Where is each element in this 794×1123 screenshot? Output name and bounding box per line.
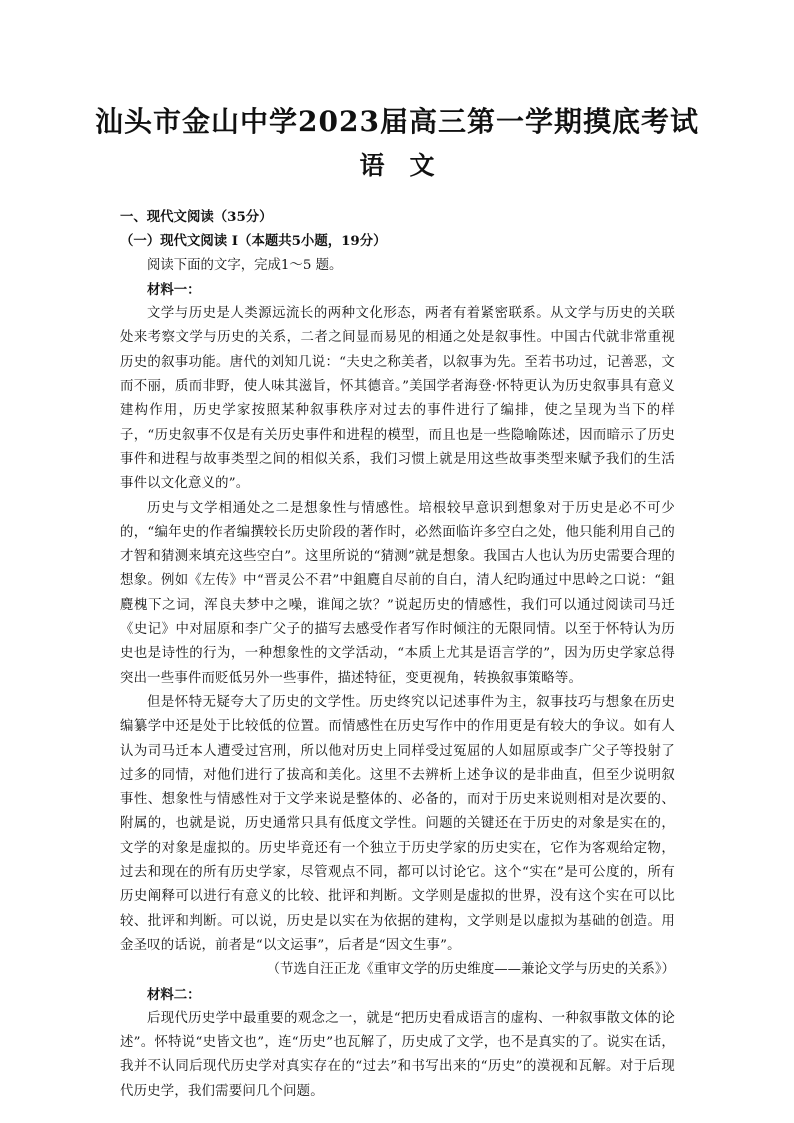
material-one-paragraph: 历史与文学相通处之二是想象性与情感性。培根较早意识到想象对于历史是必不可少的，“编年史的作者编撰较长历史阶段的著作时，必然面临许多空白之处，他只能利用自己的才智和猜测来填充这些空白”。这里所说的“猜测”就是想象。我国古人也认为历史需要合理的想象。例如《左传》中“晋灵公不君”中鉏麑自尽前的自白，清人纪昀通过中思岭之口说：“鉏麑槐下之词，浑良夫梦中之噪，谁闻之欤？”说起历史的情感性，我们可以通过阅读司马迁《史记》中对屈原和李广父子的描写去感受作者写作时倾注的无限同情。以至于怀特认为历史也是诗性的行为，一种想象性的文学活动，“本质上尤其是语言学的”，因为历史学家总得突出一些事件而贬低另外一些事件，描述特征，变更视角，转换叙事策略等。 xyxy=(120,500,675,686)
subsection-heading: （一）现代文阅读 I（本题共5小题，19分） xyxy=(120,233,387,250)
instruction-text: 阅读下面的文字，完成1～5 题。 xyxy=(147,257,343,273)
exam-title: 汕头市金山中学2023届高三第一学期摸底考试 xyxy=(95,105,699,138)
material-one-paragraph: 但是怀特无疑夸大了历史的文学性。历史终究以记述事件为主，叙事技巧与想象在历史编纂学中还是处于比较低的位置。而情感性在历史写作中的作用更是有较大的争议。如有人认为司马迁本人遭受过宫刑，所以他对历史上同样受过冤屈的人如屈原或李广父子等投射了过多的同情，对他们进行了拔高和美化。这里不去辨析上述争议的是非曲直，但至少说明叙事性、想象性与情感性对于文学来说是整体的、必备的，而对于历史来说则相对是次要的、附属的，也就是说，历史通常只具有低度文学性。问题的关键还在于历史的对象是实在的，文学的对象是虚拟的。历史毕竟还有一个独立于历史学家的历史实在，它作为客观给定物，过去和现在的所有历史学家，尽管观点不同，都可以讨论它。这个“实在”是可公度的，所有历史阐释可以进行有意义的比较、批评和判断。文学则是虚拟的世界，没有这个实在可以比较、批评和判断。可以说，历史是以实在为依据的建构，文学则是以虚拟为基础的创造。用金圣叹的话说，前者是“以文运事”，后者是“因文生事”。 xyxy=(120,694,675,953)
source-citation: （节选自汪正龙《重审文学的历史维度——兼论文学与历史的关系》） xyxy=(266,962,675,978)
material-two-paragraph: 后现代历史学中最重要的观念之一，就是“把历史看成语言的虚构、一种叙事散文体的论述”。怀特说“史皆文也”，连“历史”也瓦解了，历史成了文学，也不是真实的了。说实在话，我并不认同后现代历史学对真实存在的“过去”和书写出来的“历史”的漠视和瓦解。对于后现代历史学，我们需要问几个问题。 xyxy=(120,1010,675,1099)
material-two-label: 材料二： xyxy=(147,986,201,1003)
reading-content xyxy=(120,205,675,1104)
section-heading: 一、现代文阅读（35分） xyxy=(120,209,273,225)
material-one-paragraph: 文学与历史是人类源远流长的两种文化形态，两者有着紧密联系。从文学与历史的关联处来考察文学与历史的关系，二者之间显而易见的相通之处是叙事性。中国古代就非常重视历史的叙事功能。唐代的刘知几说：“夫史之称美者，以叙事为先。至若书功过，记善恶，文而不丽，质而非野，使人味其滋旨，怀其德音。”美国学者海登·怀特更认为历史叙事具有意义建构作用，历史学家按照某种叙事秩序对过去的事件进行了编排，使之呈现为当下的样子，“历史叙事不仅是有关历史事件和进程的模型，而且也是一些隐喻陈述，因而暗示了历史事件和进程与故事类型之间的相似关系，我们习惯上就是用这些故事类型来赋予我们的生活事件以文化意义的”。 xyxy=(120,306,675,492)
material-one-label: 材料一： xyxy=(147,281,201,298)
subject-title: 语 文 xyxy=(359,151,435,180)
